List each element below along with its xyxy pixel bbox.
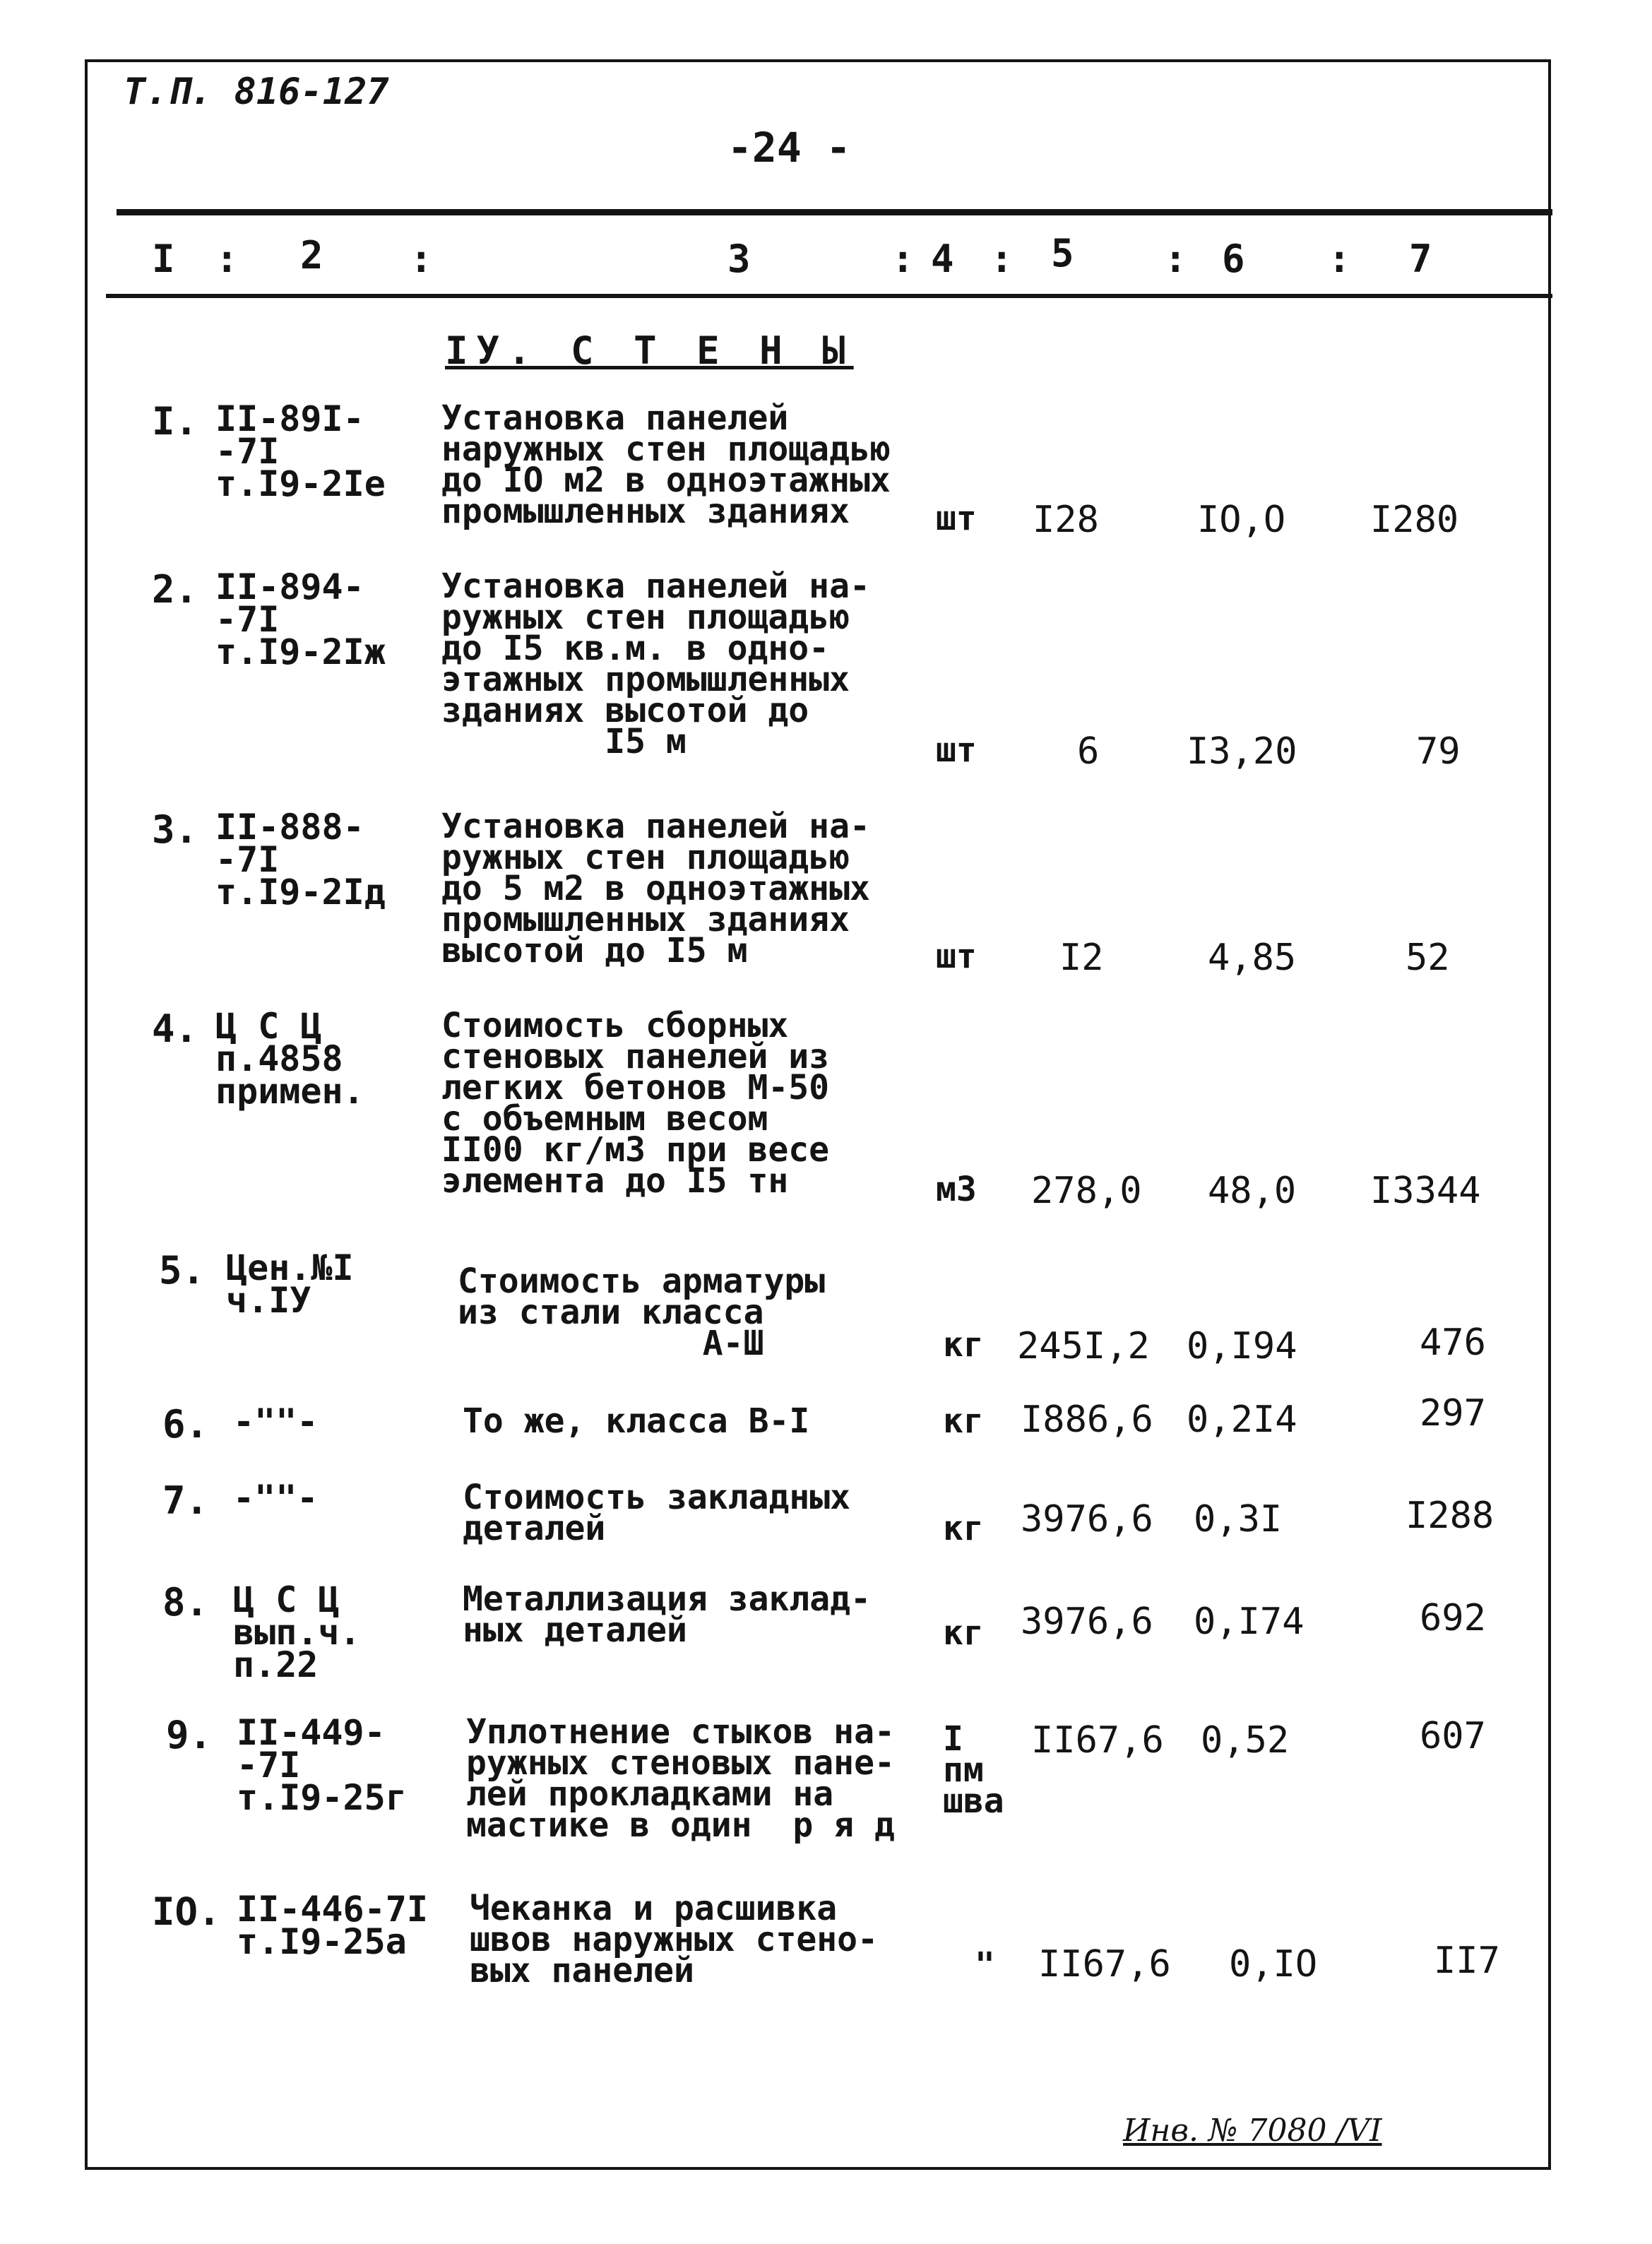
row-unit: шт	[936, 730, 977, 770]
row-reference: Цен.№I ч.IУ	[226, 1247, 354, 1321]
row-number: IO.	[152, 1889, 221, 1934]
row-unit-price: 0,I94	[1187, 1325, 1297, 1367]
row-quantity: I28	[1033, 499, 1099, 541]
row-unit: кг	[943, 1613, 984, 1653]
row-quantity: II67,6	[1031, 1719, 1164, 1762]
row-unit-price: 0,2I4	[1187, 1399, 1297, 1441]
row-total: I3344	[1370, 1170, 1481, 1212]
row-quantity: 3976,6	[1021, 1498, 1153, 1540]
col-separator: :	[990, 237, 1014, 281]
row-unit-price: 0,52	[1201, 1719, 1290, 1762]
row-unit: "	[975, 1945, 995, 1985]
col-header-4: 4	[931, 237, 954, 281]
row-description: Металлизация заклад- ных деталей	[463, 1579, 871, 1650]
row-reference: -""-	[233, 1478, 319, 1519]
row-description: Стоимость сборных стеновых панелей из легких бетонов М-50 с объемным весом II00 кг/м3 при весе элемента до I5 тн	[441, 1006, 830, 1201]
row-reference: Ц С Ц вып.ч. п.22	[233, 1579, 361, 1685]
row-reference: II-446-7I т.I9-25а	[237, 1889, 428, 1962]
row-unit-price: IO,O	[1197, 499, 1286, 541]
row-quantity: I886,6	[1021, 1399, 1153, 1441]
row-number: I.	[152, 399, 198, 444]
row-unit-price: 0,3I	[1194, 1498, 1283, 1540]
col-header-7: 7	[1409, 237, 1432, 281]
row-number: 9.	[166, 1713, 213, 1757]
row-description: Уплотнение стыков на- ружных стеновых пане- лей прокладками на мастике в один р я д	[466, 1712, 895, 1845]
row-total: 297	[1420, 1392, 1486, 1435]
row-reference: -""-	[233, 1401, 319, 1442]
row-quantity: 6	[1077, 730, 1100, 773]
inventory-stamp: Инв. № 7080 /VI	[1123, 2113, 1382, 2149]
row-total: 52	[1406, 937, 1450, 979]
row-description: Стоимость арматуры из стали класса А-Ш	[458, 1261, 826, 1363]
col-separator: :	[891, 237, 915, 281]
page-number: -24 -	[727, 124, 851, 172]
col-header-6: 6	[1222, 237, 1245, 281]
row-reference: Ц С Ц п.4858 примен.	[215, 1006, 364, 1112]
row-reference: II-888- -7I т.I9-2Iд	[215, 807, 386, 913]
row-unit-price: I3,20	[1187, 730, 1297, 773]
row-unit-price: 0,IO	[1229, 1943, 1318, 1985]
row-quantity: I2	[1059, 937, 1104, 979]
col-header-2: 2	[300, 233, 323, 278]
row-reference: II-449- -7I т.I9-25г	[237, 1712, 407, 1818]
row-total: 607	[1420, 1715, 1486, 1757]
row-unit: м3	[936, 1170, 977, 1209]
row-quantity: 278,0	[1031, 1170, 1142, 1212]
row-total: 476	[1420, 1322, 1486, 1364]
row-unit: I пм шва	[943, 1719, 1004, 1821]
col-separator: :	[215, 237, 239, 281]
row-number: 8.	[162, 1580, 209, 1625]
row-unit-price: 4,85	[1208, 937, 1297, 979]
row-unit: кг	[943, 1509, 984, 1548]
row-unit-price: 48,0	[1208, 1170, 1297, 1212]
row-quantity: 3976,6	[1021, 1601, 1153, 1643]
section-title: IУ. С Т Е Н Ы	[445, 328, 854, 373]
document-code: Т.П. 816-127	[124, 71, 389, 113]
col-header-1: I	[152, 237, 175, 281]
row-number: 4.	[152, 1007, 198, 1051]
col-header-5: 5	[1051, 231, 1074, 275]
row-total: I288	[1406, 1495, 1494, 1537]
col-separator: :	[1164, 237, 1187, 281]
row-number: 2.	[152, 567, 198, 612]
column-header-rule	[106, 294, 1552, 298]
row-number: 7.	[162, 1478, 209, 1523]
row-unit: шт	[936, 499, 977, 538]
row-total: II7	[1434, 1940, 1500, 1982]
row-description: Чеканка и расшивка швов наружных стено- вых панелей	[470, 1889, 878, 1990]
col-separator: :	[410, 237, 433, 281]
col-separator: :	[1328, 237, 1351, 281]
row-unit-price: 0,I74	[1194, 1601, 1305, 1643]
row-description: Установка панелей на- ружных стен площадью до 5 м2 в одноэтажных промышленных зданиях высотой до I5 м	[441, 807, 870, 970]
col-header-3: 3	[727, 237, 751, 281]
row-unit: кг	[943, 1325, 984, 1365]
header-rule	[117, 209, 1552, 215]
row-unit: кг	[943, 1401, 984, 1441]
row-reference: II-89I- -7I т.I9-2Iе	[215, 398, 386, 504]
row-description: Стоимость закладных деталей	[463, 1478, 851, 1548]
row-unit: шт	[936, 937, 977, 976]
row-description: Установка панелей на- ружных стен площадью до I5 кв.м. в одно- этажных промышленных зданиях высотой до I5 м	[441, 566, 870, 761]
row-number: 3.	[152, 807, 198, 852]
row-quantity: 245I,2	[1017, 1325, 1150, 1367]
row-quantity: II67,6	[1038, 1943, 1171, 1985]
row-total: I280	[1370, 499, 1459, 541]
row-total: 692	[1420, 1597, 1486, 1639]
row-reference: II-894- -7I т.I9-2Iж	[215, 566, 386, 672]
row-number: 5.	[159, 1248, 206, 1293]
row-description: Установка панелей наружных стен площадью до IO м2 в одноэтажных промышленных зданиях	[441, 398, 891, 531]
row-total: 79	[1416, 730, 1461, 773]
row-description: То же, класса В-I	[463, 1401, 810, 1441]
row-number: 6.	[162, 1402, 209, 1447]
